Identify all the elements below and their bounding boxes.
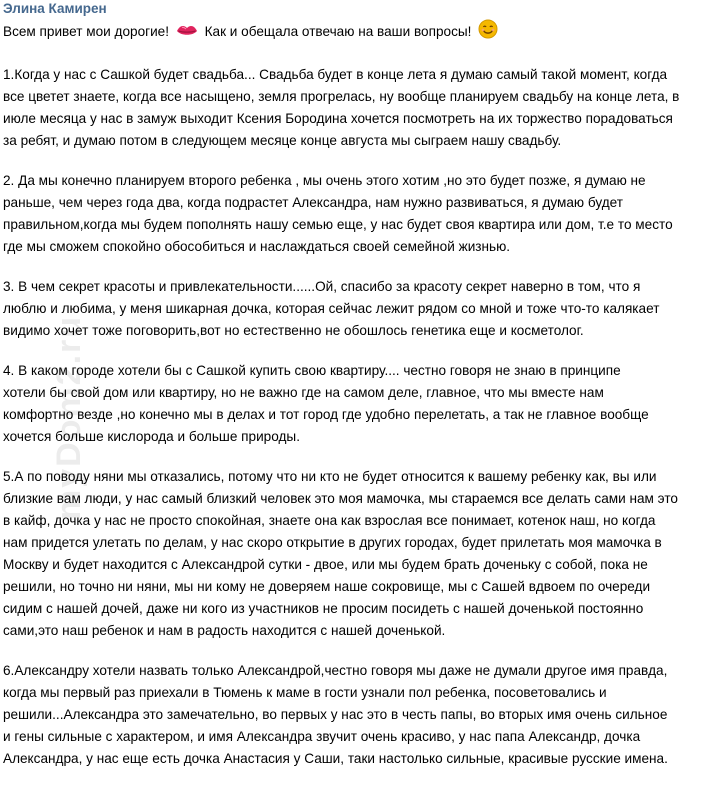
answer-line: люблю и любима, у меня шикарная дочка, которая сейчас лежит рядом со мной и тоже что-то калякает	[3, 301, 660, 316]
answers-list	[3, 64, 707, 770]
answer-line: сидим с нашей дочей, даже ни кого из участников не просим посидеть с нашей доченькой постоянно	[3, 601, 644, 616]
answer-line: раньше, чем через года два, когда подрастет Александра, нам нужно развиваться, я думаю будет	[3, 195, 623, 210]
answer-2	[3, 170, 707, 258]
answer-line: хочется больше кислорода и больше природы.	[3, 429, 300, 444]
answer-5	[3, 466, 707, 642]
answer-line: за ребят, и думаю потом в следующем месяце конце августа мы сыграем нашу свадьбу.	[3, 133, 562, 148]
greeting-text-end: Как и обещала отвечаю на ваши вопросы!	[204, 24, 472, 39]
answer-line: где мы сможем спокойно обособиться и наслаждаться своей семейной жизнью.	[3, 239, 511, 254]
answer-line: все цветет знаете, когда все насыщено, земля прогрелась, ну вообще планируем свадьбу на конце лета, в	[3, 89, 680, 104]
answer-line: 5.А по поводу няни мы отказались, потому что ни кто не будет относится к вашему ребенку как, вы или	[3, 469, 657, 484]
answer-4	[3, 360, 707, 448]
answer-line: июле месяца у нас в замуж выходит Ксения Бородина хочется посмотреть на их торжество порадоваться	[3, 111, 673, 126]
answer-line: когда мы первый раз приехали в Тюмень к маме в гости узнали пол ребенка, посоветовались и	[3, 685, 607, 700]
answer-line: нам придется улетать по делам, у нас скоро открытие в других городах, будет прилетать моя мамочка в	[3, 535, 662, 550]
answer-line: сами,это наш ребенок и нам в радость находится с нашей доченькой.	[3, 623, 446, 638]
post	[3, 0, 707, 788]
answer-line: 6.Александру хотели назвать только Александрой,честно говоря мы даже не думали другое имя правда,	[3, 663, 668, 678]
answer-line: комфортно везде ,но конечно мы в делах и тот город где удобно перелетать, а так не главное вообще	[3, 407, 649, 422]
watermark: myDom2.ru	[50, 314, 88, 520]
answer-line: хотели бы свой дом или квартиру, но не важно где на самом деле, главное, что мы вместе нам	[3, 385, 604, 400]
answer-line: 3. В чем секрет красоты и привлекательности......Ой, спасибо за красоту секрет наверно в том, что я	[3, 279, 641, 294]
answer-line: в кайф, дочка у нас не просто спокойная, знаете она как взрослая все понимает, котенок наш, но когда	[3, 513, 656, 528]
kiss-lips-icon	[176, 23, 198, 45]
answer-line: 1.Когда у нас с Сашкой будет свадьба... Свадьба будет в конце лета я думаю самый такой момент, когда	[3, 67, 668, 82]
answer-1	[3, 64, 707, 152]
smile-icon	[478, 19, 498, 45]
greeting-line	[3, 19, 707, 45]
answer-3	[3, 276, 707, 342]
answer-line: близкие вам люди, у нас самый близкий человек это моя мамочка, мы стараемся все делать сами нам это	[3, 491, 678, 506]
answer-line: 2. Да мы конечно планируем второго ребенка , мы очень этого хотим ,но это будет позже, я думаю не	[3, 173, 646, 188]
answer-line: Александра, у нас еще есть дочка Анастасия у Саши, таки настолько сильные, красивые русские имена.	[3, 751, 668, 766]
answer-line: видимо хочет тоже поговорить,вот но естественно не обошлось генетика еще и косметолог.	[3, 323, 584, 338]
author-name-link[interactable]: Элина Камирен	[3, 1, 107, 16]
answer-6	[3, 660, 707, 770]
greeting-text-start: Всем привет мои дорогие!	[3, 24, 170, 39]
answer-line: правильном,когда мы будем пополнять нашу семью еще, у нас будет своя квартира или дом, т.е то место	[3, 217, 673, 232]
answer-line: Москву и будет находится с Александрой сутки - двое, или мы будем брать доченьку с собой, пока не	[3, 557, 648, 572]
answer-line: решили...Александра это замечательно, во первых у нас это в честь папы, во вторых имя очень сильное	[3, 707, 668, 722]
answer-line: решили, но точно ни няни, мы ни кому не доверяем наше сокровище, мы с Сашей вдвоем по очереди	[3, 579, 651, 594]
answer-line: и гены сильные с характером, и имя Александра звучит очень красиво, у нас папа Александр, дочка	[3, 729, 641, 744]
answer-line: 4. В каком городе хотели бы с Сашкой купить свою квартиру.... честно говоря не знаю в принципе	[3, 363, 621, 378]
